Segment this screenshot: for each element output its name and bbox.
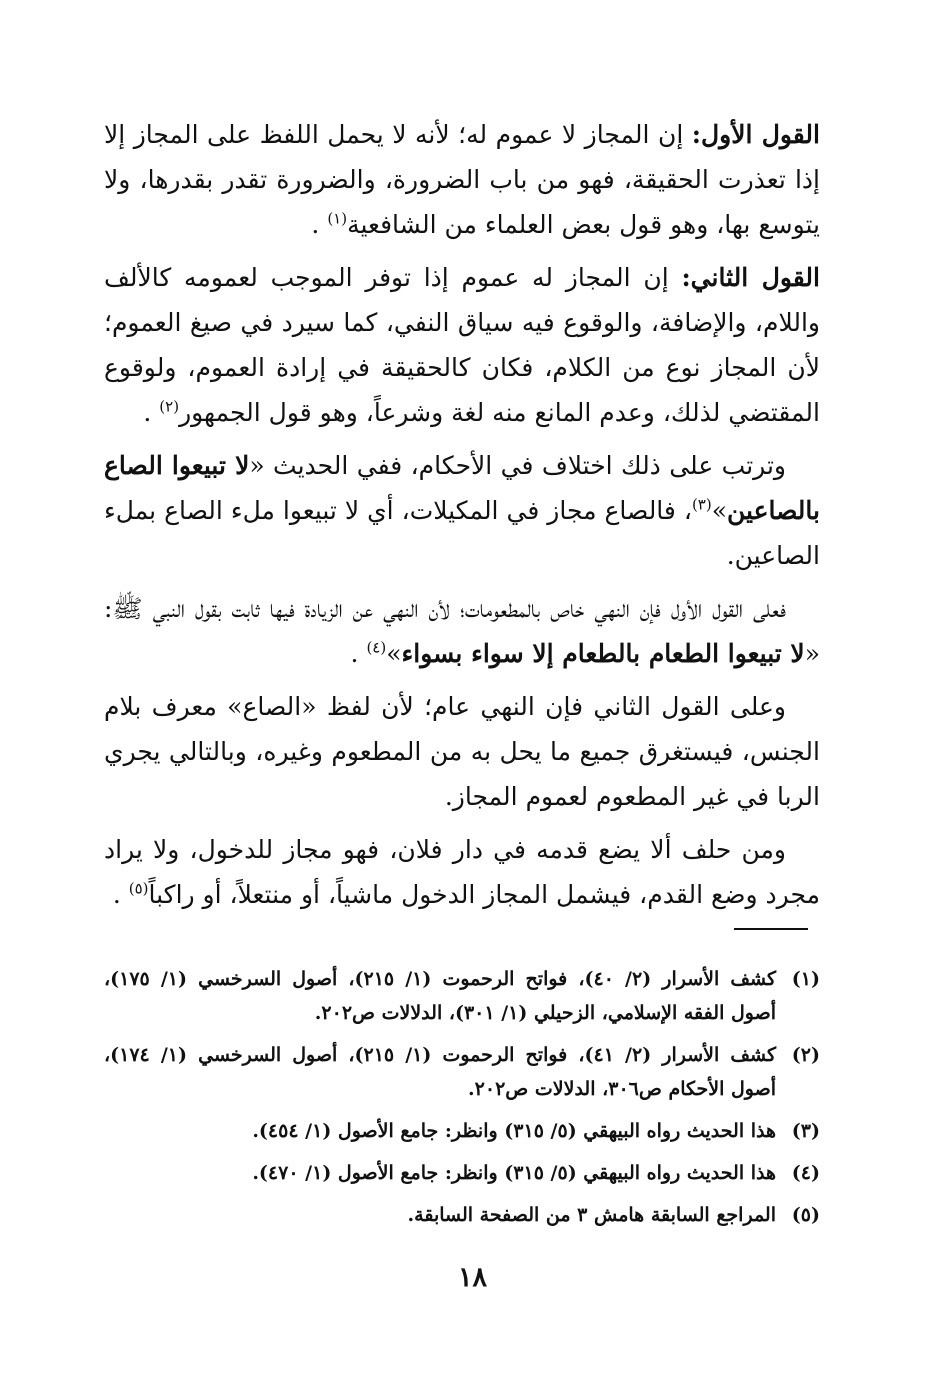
quote-close: » bbox=[386, 639, 402, 668]
footnote-text: هذا الحديث رواه البيهقي (٥/ ٣١٥) وانظر: جامع الأصول (١/ ٤٥٤). bbox=[252, 1120, 776, 1142]
quote-close: » bbox=[711, 496, 728, 525]
footnote-text: المراجع السابقة هامش ٣ من الصفحة السابقة. bbox=[407, 1204, 776, 1226]
footnote-ref-3[interactable]: (٣) bbox=[691, 495, 712, 514]
footnote-ref-2[interactable]: (٢) bbox=[159, 397, 180, 416]
paragraph-second-opinion-ruling: وعلى القول الثاني فإن النهي عام؛ لأن لفظ «الصاع» معرف بلام الجنس، فيستغرق جميع ما يحل به من المطعوم وغيره، وبالتالي يجري الربا في غير المطعوم لعموم المجاز. bbox=[104, 692, 820, 811]
first-opinion-heading: القول الأول: bbox=[691, 120, 820, 149]
footnote-ref-4[interactable]: (٤) bbox=[366, 638, 387, 657]
second-opinion-text: إن المجاز له عموم إذا توفر الموجب لعمومه كالألف واللام، والإضافة، والوقوع فيه سياق النفي، كما سيرد في صيغ العموم؛ لأن المجاز نوع من الكلام، فكان كالحقيقة في إرادة العموم، ولوقوع المقتضي لذلك، وعدم المانع منه لغة وشرعاً، وهو قول الجمهور bbox=[104, 263, 820, 427]
first-opinion-text: إن المجاز لا عموم له؛ لأنه لا يحمل اللفظ على المجاز إلا إذا تعذرت الحقيقة، فهو من باب الضرورة، والضرورة تقدر بقدرها، ولا يتوسع بها، وهو قول بعض العلماء من الشافعية bbox=[104, 120, 820, 239]
footnote-text: كشف الأسرار (٢/ ٤١)، فواتح الرحموت (١/ ٢١٥)، أصول السرخسي (١/ ١٧٤)، أصول الأحكام ص٣٠٦، الدلالات ص٢٠٢. bbox=[104, 1044, 777, 1100]
footnotes-section bbox=[104, 962, 820, 1240]
consequence-text-end: ، فالصاع مجاز في المكيلات، أي لا تبيعوا ملء الصاع بملء الصاعين. bbox=[104, 496, 820, 570]
footnote-text: هذا الحديث رواه البيهقي (٥/ ٣١٥) وانظر: جامع الأصول (١/ ٤٧٠). bbox=[252, 1162, 776, 1184]
second-opinion-heading: القول الثاني: bbox=[681, 263, 820, 292]
paragraph-end: . bbox=[112, 880, 121, 909]
footnote-number: (٣) bbox=[791, 1120, 820, 1142]
hadith-quote-food: لا تبيعوا الطعام بالطعام إلا سواء بسواء bbox=[401, 639, 805, 668]
paragraph-end: . bbox=[350, 639, 359, 668]
footnote-5 bbox=[104, 1198, 820, 1232]
footnote-text: كشف الأسرار (٢/ ٤٠)، فواتح الرحموت (١/ ٢١٥)، أصول السرخسي (١/ ١٧٥)، أصول الفقه الإسلامي، الزحيلي (١/ ٣٠١)، الدلالات ص٢٠٢. bbox=[104, 968, 777, 1024]
page-number: ١٨ bbox=[457, 1262, 487, 1293]
paragraph-first-opinion bbox=[104, 112, 820, 247]
footnote-number: (١) bbox=[791, 968, 820, 990]
paragraph-end: . bbox=[143, 398, 152, 427]
footnote-number: (٤) bbox=[791, 1162, 820, 1184]
footnote-3 bbox=[104, 1114, 820, 1148]
footnote-2 bbox=[104, 1038, 820, 1106]
paragraph-consequence bbox=[104, 443, 820, 578]
consequence-text-start: وترتب على ذلك اختلاف في الأحكام، ففي الحديث « bbox=[249, 451, 786, 480]
oath-example-text: ومن حلف ألا يضع قدمه في دار فلان، فهو مجاز للدخول، ولا يراد مجرد وضع القدم، فيشمل المجاز الدخول ماشياً، أو منتعلاً، أو راكباً bbox=[104, 835, 820, 909]
hadith-quote-saa: لا تبيعوا الصاع بالصاعين bbox=[104, 451, 820, 525]
footnote-1 bbox=[104, 962, 820, 1030]
footnote-number: (٥) bbox=[791, 1204, 820, 1226]
footnote-divider bbox=[734, 928, 808, 930]
main-text bbox=[104, 112, 820, 925]
paragraph-second-opinion bbox=[104, 255, 820, 435]
first-ruling-text: فعلى القول الأول فإن النهي خاص بالمطعومات؛ لأن النهي عن الزيادة فيها ثابت بقول النبي ﷺ: « bbox=[104, 594, 820, 668]
footnote-4 bbox=[104, 1156, 820, 1190]
paragraph-end: . bbox=[311, 210, 320, 239]
footnote-ref-1[interactable]: (١) bbox=[327, 209, 348, 228]
footnote-number: (٢) bbox=[791, 1044, 820, 1066]
paragraph-oath-example bbox=[104, 827, 820, 917]
paragraph-first-opinion-ruling bbox=[104, 586, 820, 676]
footnote-ref-5[interactable]: (٥) bbox=[128, 879, 149, 898]
